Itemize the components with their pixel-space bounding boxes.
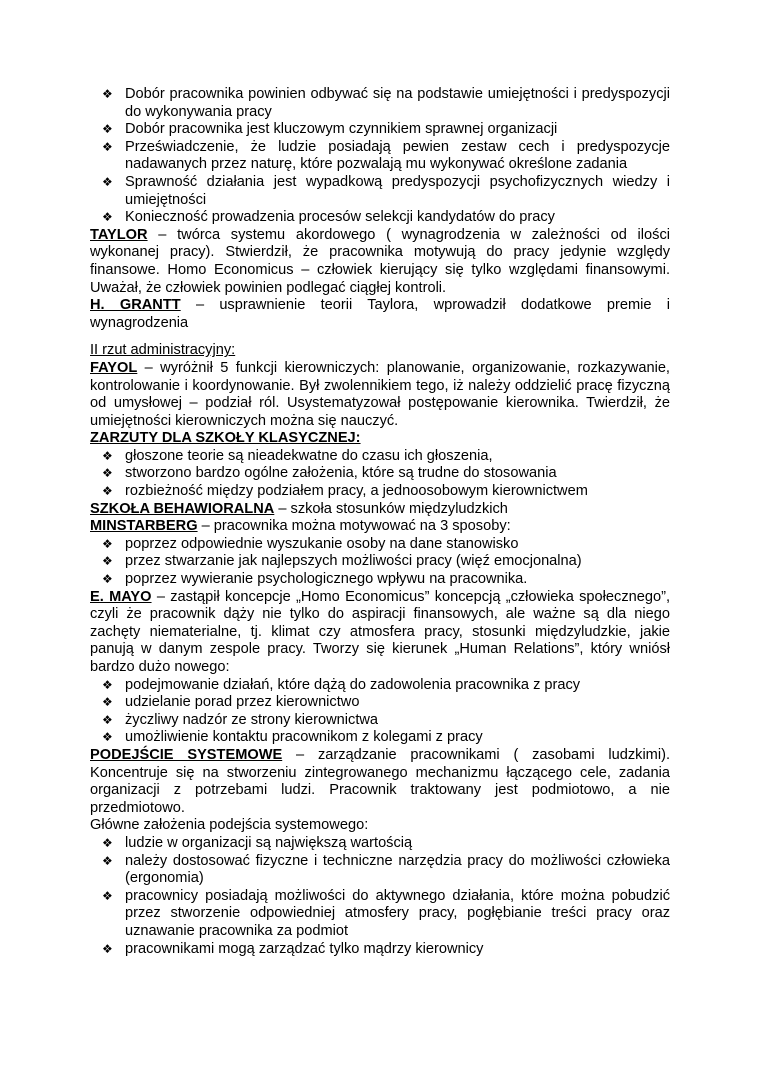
criticism-list [90,448,670,501]
minsterberg-term: MINSTARBERG [90,518,198,535]
mayo-text: – zastąpił koncepcje „Homo Economicus” koncepcją „człowieka społecznego”, czyli że pracownik dąży nie tylko do aspiracji finansowych, ale ważne są dla niego zachęty niematerialne, tj. klimat czy atmosfera pracy, stosunki międzyludzkie, jakie panują w danym zespole pracy. Tworzy się kierunek „Human Relations”, który wniósł bardzo dużo nowego: [90,588,670,675]
list-item: ❖ pracownicy posiadają możliwości do aktywnego działania, które można pobudzić przez stworzenie odpowiedniej atmosfery pracy, pogłębianie treści pracy oraz uznawanie pracownika za podmiot [90,888,670,941]
minsterberg-paragraph [90,518,670,536]
minsterberg-text: – pracownika można motywować na 3 sposoby: [197,518,511,535]
list-item: ❖ Dobór pracownika powinien odbywać się na podstawie umiejętności i predyspozycji do wykonywania pracy [90,86,670,121]
selection-principles-list [90,86,670,227]
human-relations-list [90,677,670,747]
glowne-heading: Główne założenia podejścia systemowego: [90,817,369,834]
list-item: ❖ Sprawność działania jest wypadkową predyspozycji psychofizycznych wiedzy i umiejętności [90,174,670,209]
mayo-term: E. MAYO [90,588,152,605]
grantt-term: H. GRANTT [90,297,181,314]
list-item: ❖ przez stwarzanie jak najlepszych możliwości pracy (więź emocjonalna) [90,553,670,571]
systemowe-text: – zarządzanie pracownikami ( zasobami ludzkimi). Koncentruje się na stworzeniu zintegrowanego mechanizmu łączącego cele, zadania organizacji z potrzebami ludzi. Pracownik traktowany jest podmiotowo, a nie przedmiotowo. [90,746,670,816]
grantt-text: – usprawnienie teorii Taylora, wprowadził dodatkowe premie i wynagrodzenia [90,297,671,331]
document-page [90,86,670,958]
list-item: ❖ umożliwienie kontaktu pracownikom z kolegami z pracy [90,729,670,747]
behawioralna-text: – szkoła stosunków międzyludzkich [274,500,508,517]
systemowe-term: PODEJŚCIE SYSTEMOWE [90,746,283,763]
list-item: ❖ podejmowanie działań, które dążą do zadowolenia pracownika z pracy [90,677,670,695]
taylor-text: – twórca systemu akordowego ( wynagrodzenia w zależności od ilości wykonanej pracy). Stwierdził, że pracownika motywują do pracy jedynie względy finansowe. Homo Economicus – człowiek kierujący się tylko względami finansowymi. Uważał, że człowiek powinien podlegać ciągłej kontroli. [90,226,670,296]
rzut-heading: II rzut administracyjny: [90,342,236,359]
list-item: ❖ Konieczność prowadzenia procesów selekcji kandydatów do pracy [90,209,670,227]
behawioralna-paragraph [90,501,670,519]
list-item: ❖ pracownikami mogą zarządzać tylko mądrzy kierownicy [90,941,670,959]
list-item: ❖ udzielanie porad przez kierownictwo [90,694,670,712]
list-item: ❖ głoszone teorie są nieadekwatne do czasu ich głoszenia, [90,448,670,466]
list-item: ❖ Dobór pracownika jest kluczowym czynnikiem sprawnej organizacji [90,121,670,139]
zarzuty-heading: ZARZUTY DLA SZKOŁY KLASYCZNEJ: [90,430,361,447]
taylor-term: TAYLOR [90,226,148,243]
list-item: ❖ stworzono bardzo ogólne założenia, które są trudne do stosowania [90,465,670,483]
taylor-paragraph [90,227,670,297]
list-item: ❖ poprzez wywieranie psychologicznego wpływu na pracownika. [90,571,670,589]
motivation-list [90,536,670,589]
mayo-paragraph [90,589,670,677]
grantt-paragraph [90,297,670,332]
list-item: ❖ Przeświadczenie, że ludzie posiadają pewien zestaw cech i predyspozycje nadawanych przez naturę, które pozwalają mu wykonywać określone zadania [90,139,670,174]
list-item: ❖ należy dostosować fizyczne i techniczne narzędzia pracy do możliwości człowieka (ergonomia) [90,853,670,888]
list-item: ❖ ludzie w organizacji są największą wartością [90,835,670,853]
list-item: ❖ życzliwy nadzór ze strony kierownictwa [90,712,670,730]
fayol-term: FAYOL [90,359,138,376]
fayol-text: – wyróżnił 5 funkcji kierowniczych: planowanie, organizowanie, rozkazywanie, kontrolowanie i koordynowanie. Był zwolennikiem tego, iż należy oddzielić pracę fizyczną od umysłowej – podział ról. Usystematyzował postępowanie kierownika. Twierdził, że umiejętności kierowniczych można się nauczyć. [90,359,670,429]
list-item: ❖ poprzez odpowiednie wyszukanie osoby na dane stanowisko [90,536,670,554]
system-assumptions-list [90,835,670,958]
fayol-paragraph [90,360,670,430]
behawioralna-term: SZKOŁA BEHAWIORALNA [90,500,275,517]
systemowe-paragraph [90,747,670,817]
list-item: ❖ rozbieżność między podziałem pracy, a jednoosobowym kierownictwem [90,483,670,501]
